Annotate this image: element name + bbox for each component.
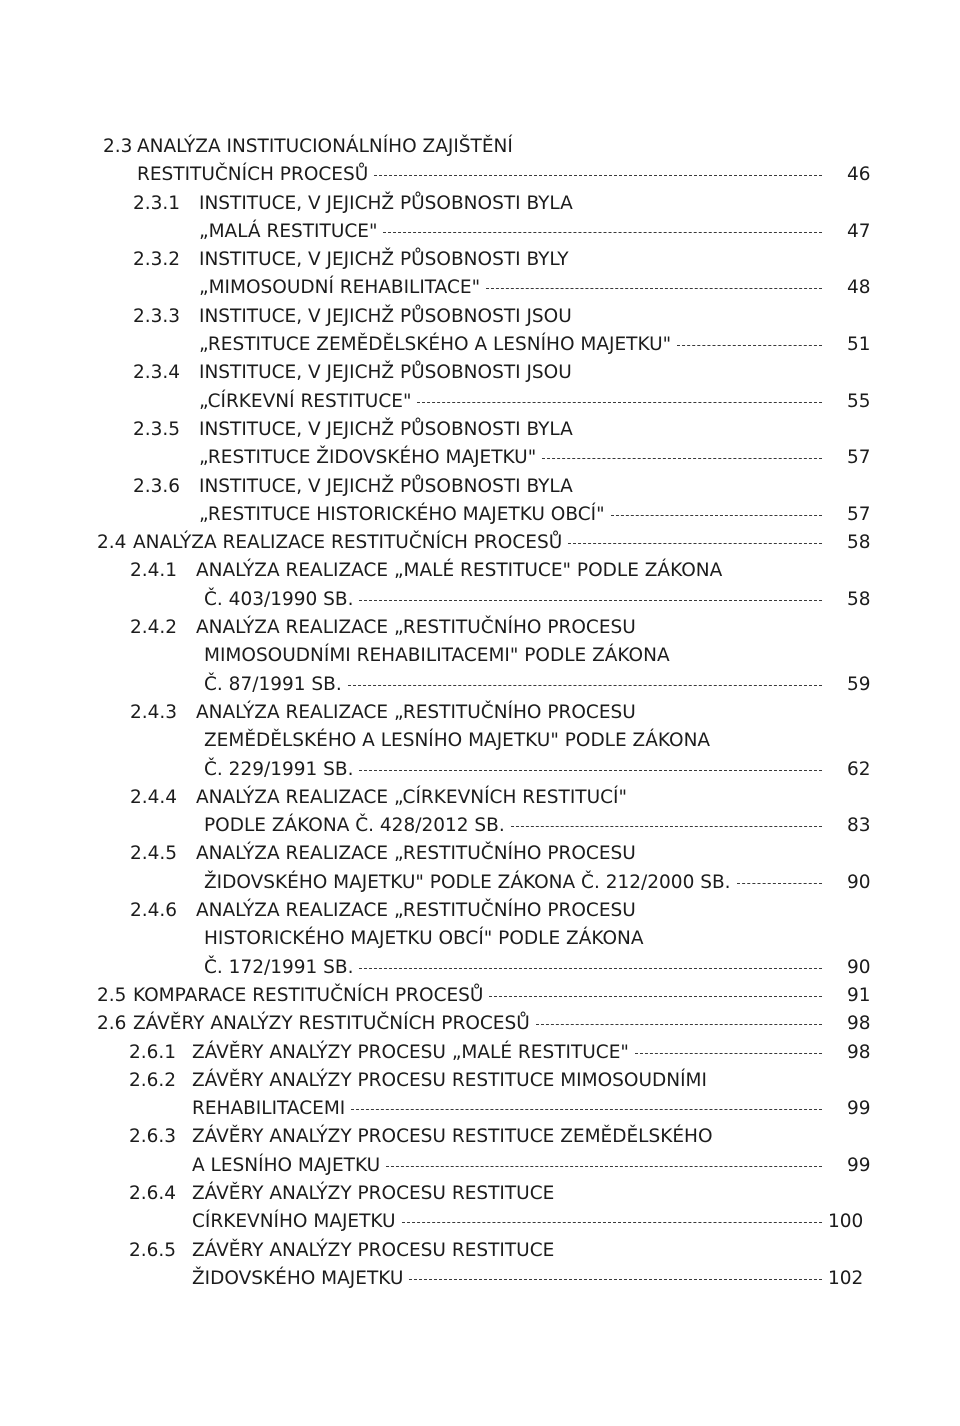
toc-title-line: INSTITUCE, V JEJICHŽ PŮSOBNOSTI JSOU	[199, 359, 572, 387]
toc-entry[interactable]	[0, 1067, 960, 1124]
toc-title-line: MIMOSOUDNÍMI REHABILITACEMI" PODLE ZÁKONA	[204, 642, 670, 670]
dot-leader	[635, 1053, 822, 1054]
toc-entry[interactable]	[0, 1180, 960, 1237]
toc-entry[interactable]	[0, 303, 960, 360]
toc-line	[0, 501, 960, 529]
toc-title-line: „MIMOSOUDNÍ REHABILITACE"	[199, 274, 480, 302]
toc-number: 2.4.4	[130, 784, 177, 812]
toc-line	[0, 812, 960, 840]
toc-page-number: 90	[847, 871, 871, 893]
toc-title-line: Č. 403/1990 SB.	[204, 586, 354, 614]
toc-title-line: „CÍRKEVNÍ RESTITUCE"	[199, 388, 411, 416]
toc-line	[0, 303, 960, 331]
toc-line	[0, 1180, 960, 1208]
toc-number: 2.6.5	[129, 1237, 176, 1265]
toc-title-line: ZÁVĚRY ANALÝZY PROCESU „MALÉ RESTITUCE"	[192, 1039, 629, 1067]
toc-number: 2.6	[97, 1010, 126, 1038]
toc-number: 2.3.1	[133, 190, 180, 218]
toc-entry[interactable]	[0, 416, 960, 473]
toc-line	[0, 529, 960, 557]
toc-number: 2.6.2	[129, 1067, 176, 1095]
toc-line	[0, 473, 960, 501]
dot-leader	[737, 883, 822, 884]
toc-entry[interactable]	[0, 1123, 960, 1180]
toc-page-number: 46	[847, 164, 871, 186]
toc-title-line: „RESTITUCE HISTORICKÉHO MAJETKU OBCÍ"	[199, 501, 605, 529]
dot-leader	[402, 1222, 822, 1223]
toc-title-line: ZÁVĚRY ANALÝZY PROCESU RESTITUCE	[192, 1180, 554, 1208]
toc-entry[interactable]	[0, 784, 960, 841]
toc-page-number: 83	[847, 815, 871, 837]
toc-page-number: 55	[847, 390, 871, 412]
toc-entry[interactable]	[0, 133, 960, 190]
toc-title-line: „MALÁ RESTITUCE"	[199, 218, 377, 246]
toc-line	[0, 699, 960, 727]
toc-line	[0, 1095, 960, 1123]
dot-leader	[417, 402, 822, 403]
toc-line	[0, 133, 960, 161]
dot-leader	[536, 1024, 822, 1025]
toc-page-number: 47	[847, 220, 871, 242]
toc-line	[0, 1237, 960, 1265]
dot-leader	[568, 543, 822, 544]
toc-line	[0, 982, 960, 1010]
toc-line	[0, 897, 960, 925]
toc-number: 2.4.3	[130, 699, 177, 727]
toc-page-number: 57	[847, 447, 871, 469]
toc-entry[interactable]	[0, 982, 960, 1010]
toc-title-line: HISTORICKÉHO MAJETKU OBCÍ" PODLE ZÁKONA	[204, 925, 644, 953]
toc-number: 2.4.2	[130, 614, 177, 642]
toc-number: 2.5	[97, 982, 126, 1010]
dot-leader	[486, 288, 822, 289]
toc-entry[interactable]	[0, 1010, 960, 1038]
toc-title-line: ANALÝZA REALIZACE „RESTITUČNÍHO PROCESU	[196, 840, 636, 868]
toc-line	[0, 784, 960, 812]
toc-entry[interactable]	[0, 529, 960, 557]
toc-entry[interactable]	[0, 840, 960, 897]
dot-leader	[359, 600, 822, 601]
dot-leader	[359, 770, 822, 771]
toc-entry[interactable]	[0, 1039, 960, 1067]
toc-title-line: Č. 229/1991 SB.	[204, 756, 354, 784]
toc-number: 2.4	[97, 529, 126, 557]
toc-page-number: 99	[847, 1154, 871, 1176]
toc-line	[0, 444, 960, 472]
toc-entry[interactable]	[0, 359, 960, 416]
toc-line	[0, 1152, 960, 1180]
toc-title-line: „RESTITUCE ŽIDOVSKÉHO MAJETKU"	[199, 444, 536, 472]
toc-line	[0, 416, 960, 444]
toc-title-line: REHABILITACEMI	[192, 1095, 345, 1123]
toc-line	[0, 671, 960, 699]
dot-leader	[383, 232, 822, 233]
toc-title-line: PODLE ZÁKONA Č. 428/2012 SB.	[204, 812, 505, 840]
toc-entry[interactable]	[0, 557, 960, 614]
toc-entry[interactable]	[0, 1237, 960, 1294]
toc-number: 2.3.5	[133, 416, 180, 444]
dot-leader	[348, 685, 822, 686]
toc-title-line: INSTITUCE, V JEJICHŽ PŮSOBNOSTI BYLA	[199, 473, 573, 501]
toc-page-number: 58	[847, 532, 871, 554]
dot-leader	[386, 1166, 822, 1167]
toc-title-line: ANALÝZA REALIZACE „RESTITUČNÍHO PROCESU	[196, 699, 636, 727]
toc-title-line: RESTITUČNÍCH PROCESŮ	[137, 161, 368, 189]
toc-line	[0, 614, 960, 642]
toc-title-line: A LESNÍHO MAJETKU	[192, 1152, 380, 1180]
toc-entry[interactable]	[0, 897, 960, 982]
toc-page-number: 100	[828, 1211, 864, 1233]
toc-line	[0, 218, 960, 246]
toc-line	[0, 1265, 960, 1293]
toc-title-line: INSTITUCE, V JEJICHŽ PŮSOBNOSTI BYLA	[199, 416, 573, 444]
toc-entry[interactable]	[0, 699, 960, 784]
toc-entry[interactable]	[0, 246, 960, 303]
toc-number: 2.3.2	[133, 246, 180, 274]
toc-line	[0, 161, 960, 189]
dot-leader	[359, 968, 822, 969]
toc-title-line: ŽIDOVSKÉHO MAJETKU	[192, 1265, 403, 1293]
table-of-contents	[0, 133, 960, 1293]
toc-page-number: 102	[828, 1267, 864, 1289]
toc-line	[0, 727, 960, 755]
toc-number: 2.4.1	[130, 557, 177, 585]
toc-number: 2.4.5	[130, 840, 177, 868]
toc-line	[0, 1123, 960, 1151]
toc-entry[interactable]	[0, 614, 960, 699]
toc-number: 2.6.3	[129, 1123, 176, 1151]
toc-line	[0, 246, 960, 274]
toc-title-line: CÍRKEVNÍHO MAJETKU	[192, 1208, 396, 1236]
toc-line	[0, 359, 960, 387]
toc-title-line: ANALÝZA REALIZACE „RESTITUČNÍHO PROCESU	[196, 614, 636, 642]
dot-leader	[611, 515, 822, 516]
toc-line	[0, 1208, 960, 1236]
toc-title-line: ZÁVĚRY ANALÝZY PROCESU RESTITUCE	[192, 1237, 554, 1265]
toc-number: 2.3.4	[133, 359, 180, 387]
toc-title-line: ANALÝZA REALIZACE „RESTITUČNÍHO PROCESU	[196, 897, 636, 925]
toc-line	[0, 954, 960, 982]
toc-line	[0, 274, 960, 302]
dot-leader	[374, 175, 822, 176]
toc-title-line: ŽIDOVSKÉHO MAJETKU" PODLE ZÁKONA Č. 212/2000 SB.	[204, 869, 731, 897]
toc-line	[0, 557, 960, 585]
toc-line	[0, 1010, 960, 1038]
dot-leader	[409, 1279, 822, 1280]
toc-entry[interactable]	[0, 473, 960, 530]
dot-leader	[351, 1109, 822, 1110]
toc-title-line: ANALÝZA REALIZACE „CÍRKEVNÍCH RESTITUCÍ"	[196, 784, 627, 812]
toc-title-line: ANALÝZA REALIZACE „MALÉ RESTITUCE" PODLE ZÁKONA	[196, 557, 722, 585]
toc-line	[0, 756, 960, 784]
toc-line	[0, 190, 960, 218]
toc-page-number: 57	[847, 503, 871, 525]
toc-line	[0, 1039, 960, 1067]
toc-title-line: ZEMĚDĚLSKÉHO A LESNÍHO MAJETKU" PODLE ZÁKONA	[204, 727, 710, 755]
toc-title-line: INSTITUCE, V JEJICHŽ PŮSOBNOSTI BYLY	[199, 246, 569, 274]
toc-line	[0, 388, 960, 416]
toc-page-number: 98	[847, 1041, 871, 1063]
toc-title-line: ANALÝZA INSTITUCIONÁLNÍHO ZAJIŠTĚNÍ	[137, 133, 513, 161]
toc-page-number: 99	[847, 1098, 871, 1120]
toc-title-line: Č. 87/1991 SB.	[204, 671, 342, 699]
toc-title-line: ZÁVĚRY ANALÝZY RESTITUČNÍCH PROCESŮ	[133, 1010, 530, 1038]
toc-number: 2.3.6	[133, 473, 180, 501]
toc-number: 2.6.1	[129, 1039, 176, 1067]
toc-line	[0, 869, 960, 897]
toc-page-number: 58	[847, 588, 871, 610]
toc-line	[0, 840, 960, 868]
dot-leader	[489, 996, 822, 997]
toc-number: 2.3	[103, 133, 132, 161]
toc-entry[interactable]	[0, 190, 960, 247]
toc-title-line: KOMPARACE RESTITUČNÍCH PROCESŮ	[133, 982, 483, 1010]
toc-page-number: 98	[847, 1013, 871, 1035]
toc-number: 2.3.3	[133, 303, 180, 331]
toc-page-number: 90	[847, 956, 871, 978]
dot-leader	[542, 458, 822, 459]
dot-leader	[511, 826, 822, 827]
toc-page-number: 62	[847, 758, 871, 780]
toc-title-line: „RESTITUCE ZEMĚDĚLSKÉHO A LESNÍHO MAJETKU"	[199, 331, 671, 359]
toc-title-line: INSTITUCE, V JEJICHŽ PŮSOBNOSTI JSOU	[199, 303, 572, 331]
toc-line	[0, 925, 960, 953]
toc-title-line: ZÁVĚRY ANALÝZY PROCESU RESTITUCE MIMOSOUDNÍMI	[192, 1067, 707, 1095]
toc-title-line: ANALÝZA REALIZACE RESTITUČNÍCH PROCESŮ	[133, 529, 562, 557]
toc-title-line: ZÁVĚRY ANALÝZY PROCESU RESTITUCE ZEMĚDĚLSKÉHO	[192, 1123, 713, 1151]
toc-title-line: Č. 172/1991 SB.	[204, 954, 354, 982]
toc-page-number: 51	[847, 334, 871, 356]
toc-line	[0, 1067, 960, 1095]
toc-page-number: 91	[847, 984, 871, 1006]
toc-line	[0, 331, 960, 359]
toc-page-number: 59	[847, 673, 871, 695]
toc-number: 2.6.4	[129, 1180, 176, 1208]
dot-leader	[677, 345, 822, 346]
toc-line	[0, 642, 960, 670]
toc-line	[0, 586, 960, 614]
toc-number: 2.4.6	[130, 897, 177, 925]
toc-title-line: INSTITUCE, V JEJICHŽ PŮSOBNOSTI BYLA	[199, 190, 573, 218]
toc-page-number: 48	[847, 277, 871, 299]
